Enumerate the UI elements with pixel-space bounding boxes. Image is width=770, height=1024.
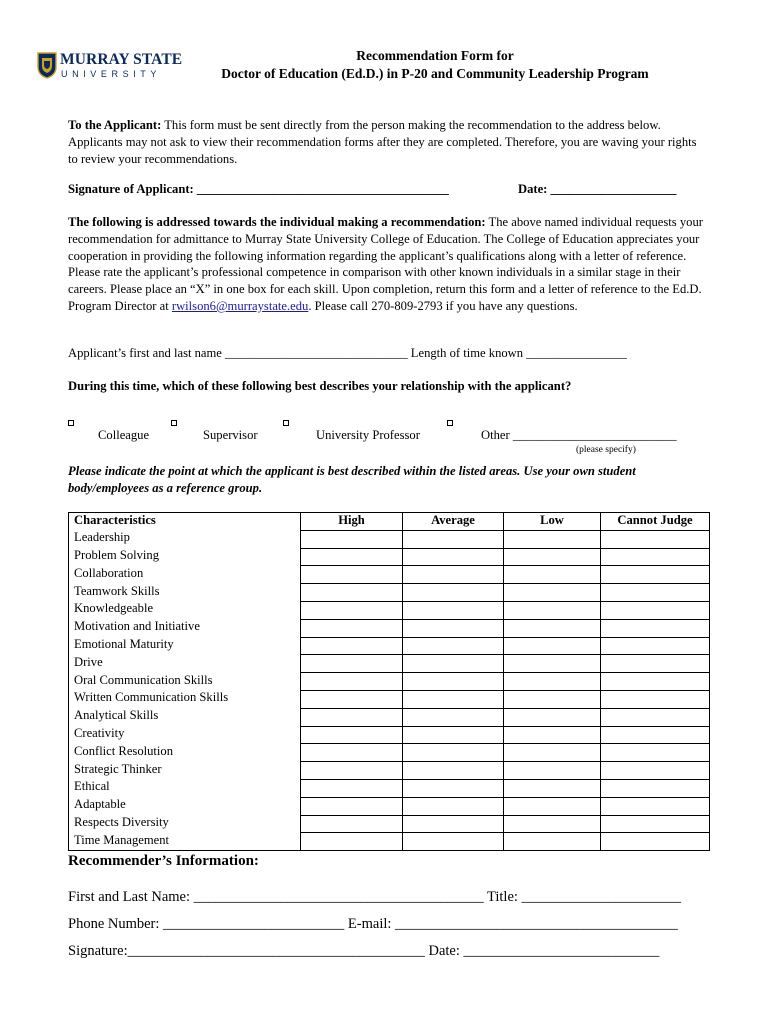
recommender-notice-contact: . Please call 270-809-2793 if you have any questions.	[308, 298, 578, 313]
table-row	[69, 708, 710, 726]
logo-subtitle: UNIVERSITY	[61, 69, 162, 79]
rating-cell-average[interactable]	[403, 601, 504, 619]
applicant-notice	[68, 117, 708, 167]
characteristic-label: Written Communication Skills	[69, 690, 301, 708]
recommender-notice	[68, 214, 708, 315]
rating-cell-average[interactable]	[403, 833, 504, 851]
characteristic-label: Collaboration	[69, 566, 301, 584]
rating-cell-cannot-judge[interactable]	[601, 566, 710, 584]
rating-cell-high[interactable]	[301, 566, 403, 584]
rating-cell-average[interactable]	[403, 530, 504, 548]
rating-cell-cannot-judge[interactable]	[601, 655, 710, 673]
rating-cell-cannot-judge[interactable]	[601, 530, 710, 548]
rating-cell-high[interactable]	[301, 637, 403, 655]
characteristic-label: Motivation and Initiative	[69, 619, 301, 637]
rating-cell-average[interactable]	[403, 762, 504, 780]
rating-cell-cannot-judge[interactable]	[601, 779, 710, 797]
table-row	[69, 744, 710, 762]
rating-cell-low[interactable]	[504, 601, 601, 619]
characteristic-label: Teamwork Skills	[69, 584, 301, 602]
table-row	[69, 548, 710, 566]
other-checkbox[interactable]	[447, 420, 453, 426]
program-title: Doctor of Education (Ed.D.) in P-20 and Community Leadership Program	[221, 66, 649, 81]
rating-table-header	[69, 513, 710, 531]
table-row	[69, 673, 710, 691]
rating-cell-high[interactable]	[301, 548, 403, 566]
header-characteristics: Characteristics	[69, 513, 301, 531]
table-row	[69, 566, 710, 584]
rating-cell-average[interactable]	[403, 726, 504, 744]
rating-cell-cannot-judge[interactable]	[601, 673, 710, 691]
form-title: Recommendation Form for	[356, 48, 514, 63]
colleague-label: Colleague	[98, 428, 150, 442]
rating-cell-high[interactable]	[301, 601, 403, 619]
rating-cell-high[interactable]	[301, 833, 403, 851]
table-row	[69, 797, 710, 815]
characteristic-label: Problem Solving	[69, 548, 301, 566]
characteristic-label: Leadership	[69, 530, 301, 548]
rating-cell-low[interactable]	[504, 690, 601, 708]
rating-cell-low[interactable]	[504, 673, 601, 691]
table-row	[69, 690, 710, 708]
table-row	[69, 584, 710, 602]
header-low: Low	[504, 513, 601, 531]
characteristic-label: Adaptable	[69, 797, 301, 815]
rating-cell-high[interactable]	[301, 744, 403, 762]
rating-cell-average[interactable]	[403, 797, 504, 815]
applicant-name-field[interactable]: Applicant’s first and last name _____________________________ Length of time known ________________	[68, 346, 627, 360]
supervisor-checkbox[interactable]	[171, 420, 177, 426]
characteristic-label: Time Management	[69, 833, 301, 851]
rating-cell-cannot-judge[interactable]	[601, 708, 710, 726]
recommender-phone-email-fields[interactable]: Phone Number: _________________________ E-mail: _______________________________________	[68, 916, 678, 932]
characteristic-label: Respects Diversity	[69, 815, 301, 833]
rating-cell-low[interactable]	[504, 779, 601, 797]
rating-cell-cannot-judge[interactable]	[601, 601, 710, 619]
rating-cell-high[interactable]	[301, 708, 403, 726]
rating-cell-low[interactable]	[504, 637, 601, 655]
characteristic-label: Conflict Resolution	[69, 744, 301, 762]
table-row	[69, 655, 710, 673]
rating-cell-cannot-judge[interactable]	[601, 762, 710, 780]
recommender-signature-date-fields[interactable]: Signature:_________________________________________ Date: ___________________________	[68, 943, 660, 959]
rating-cell-average[interactable]	[403, 548, 504, 566]
rating-cell-average[interactable]	[403, 690, 504, 708]
rating-cell-high[interactable]	[301, 762, 403, 780]
rating-cell-low[interactable]	[504, 708, 601, 726]
rating-cell-average[interactable]	[403, 584, 504, 602]
recommender-notice-text: The above named individual requests your recommendation for admittance to Murray State University College of Education. The College of Education appreciates your cooperation in providing the following information regarding the applicant’s qualifications along with a letter of reference. Please rate the applicant’s professional competence in comparison with other known individuals in a similar stage in their careers. Please place an “X” in one box for each skill. Upon completion, return this form and a letter of reference to the Ed.D. Program Director at	[68, 215, 703, 313]
colleague-checkbox[interactable]	[68, 420, 74, 426]
table-row	[69, 779, 710, 797]
characteristic-label: Strategic Thinker	[69, 762, 301, 780]
rating-instructions: Please indicate the point at which the applicant is best described within the listed areas. Use your own student body/employees as a reference group.	[68, 464, 636, 495]
applicant-date-field[interactable]: Date: ____________________	[518, 182, 677, 196]
rating-cell-low[interactable]	[504, 815, 601, 833]
rating-cell-cannot-judge[interactable]	[601, 815, 710, 833]
university-professor-checkbox[interactable]	[283, 420, 289, 426]
header-high: High	[301, 513, 403, 531]
table-row	[69, 601, 710, 619]
rating-cell-low[interactable]	[504, 548, 601, 566]
header-cannot-judge: Cannot Judge	[601, 513, 710, 531]
rating-cell-high[interactable]	[301, 815, 403, 833]
rating-cell-average[interactable]	[403, 673, 504, 691]
rating-cell-cannot-judge[interactable]	[601, 797, 710, 815]
director-email-link[interactable]: rwilson6@murraystate.edu	[171, 298, 309, 313]
rating-table	[68, 512, 710, 851]
rating-cell-low[interactable]	[504, 619, 601, 637]
rating-cell-cannot-judge[interactable]	[601, 584, 710, 602]
characteristic-label: Emotional Maturity	[69, 637, 301, 655]
rating-cell-high[interactable]	[301, 690, 403, 708]
rating-cell-cannot-judge[interactable]	[601, 744, 710, 762]
recommender-notice-label: The following is addressed towards the individual making a recommendation:	[68, 215, 486, 229]
rating-cell-cannot-judge[interactable]	[601, 833, 710, 851]
rating-cell-high[interactable]	[301, 655, 403, 673]
characteristic-label: Drive	[69, 655, 301, 673]
rating-cell-cannot-judge[interactable]	[601, 637, 710, 655]
rating-cell-low[interactable]	[504, 530, 601, 548]
recommender-name-title-fields[interactable]: First and Last Name: ________________________________________ Title: ______________________	[68, 889, 682, 905]
table-row	[69, 833, 710, 851]
characteristic-label: Ethical	[69, 779, 301, 797]
rating-cell-high[interactable]	[301, 584, 403, 602]
rating-cell-low[interactable]	[504, 833, 601, 851]
supervisor-label: Supervisor	[203, 428, 258, 442]
characteristic-label: Creativity	[69, 726, 301, 744]
rating-cell-average[interactable]	[403, 655, 504, 673]
rating-cell-high[interactable]	[301, 726, 403, 744]
rating-cell-low[interactable]	[504, 566, 601, 584]
relationship-question: During this time, which of these following best describes your relationship with the applicant?	[68, 379, 572, 393]
table-row	[69, 619, 710, 637]
rating-cell-cannot-judge[interactable]	[601, 726, 710, 744]
rating-cell-average[interactable]	[403, 744, 504, 762]
characteristic-label: Knowledgeable	[69, 601, 301, 619]
rating-cell-average[interactable]	[403, 566, 504, 584]
rating-cell-cannot-judge[interactable]	[601, 619, 710, 637]
rating-cell-average[interactable]	[403, 619, 504, 637]
rating-cell-low[interactable]	[504, 744, 601, 762]
please-specify-hint: (please specify)	[576, 445, 636, 455]
characteristic-label: Analytical Skills	[69, 708, 301, 726]
applicant-notice-text: This form must be sent directly from the person making the recommendation to the address below. Applicants may not ask to view their recommendation forms after they are completed. Therefore, you are waving your rights to review your recommendations.	[68, 118, 697, 166]
rating-cell-high[interactable]	[301, 779, 403, 797]
table-row	[69, 815, 710, 833]
rating-cell-high[interactable]	[301, 530, 403, 548]
rating-cell-high[interactable]	[301, 797, 403, 815]
characteristic-label: Oral Communication Skills	[69, 673, 301, 691]
table-row	[69, 762, 710, 780]
rating-table-body	[69, 530, 710, 850]
logo-name: MURRAY STATE	[60, 51, 183, 68]
rating-cell-low[interactable]	[504, 797, 601, 815]
recommender-heading: Recommender’s Information:	[68, 853, 259, 869]
applicant-notice-label: To the Applicant:	[68, 118, 162, 132]
header-average: Average	[403, 513, 504, 531]
rating-cell-low[interactable]	[504, 584, 601, 602]
rating-cell-average[interactable]	[403, 708, 504, 726]
rating-cell-low[interactable]	[504, 726, 601, 744]
rating-cell-average[interactable]	[403, 637, 504, 655]
rating-cell-average[interactable]	[403, 815, 504, 833]
rating-cell-high[interactable]	[301, 619, 403, 637]
rating-cell-high[interactable]	[301, 673, 403, 691]
applicant-signature-field[interactable]: Signature of Applicant: ________________________________________	[68, 182, 449, 196]
other-field[interactable]: Other __________________________	[481, 428, 677, 442]
rating-cell-cannot-judge[interactable]	[601, 548, 710, 566]
rating-cell-average[interactable]	[403, 779, 504, 797]
rating-cell-cannot-judge[interactable]	[601, 690, 710, 708]
table-row	[69, 637, 710, 655]
rating-cell-low[interactable]	[504, 655, 601, 673]
table-row	[69, 530, 710, 548]
table-row	[69, 726, 710, 744]
university-professor-label: University Professor	[316, 428, 420, 442]
rating-cell-low[interactable]	[504, 762, 601, 780]
